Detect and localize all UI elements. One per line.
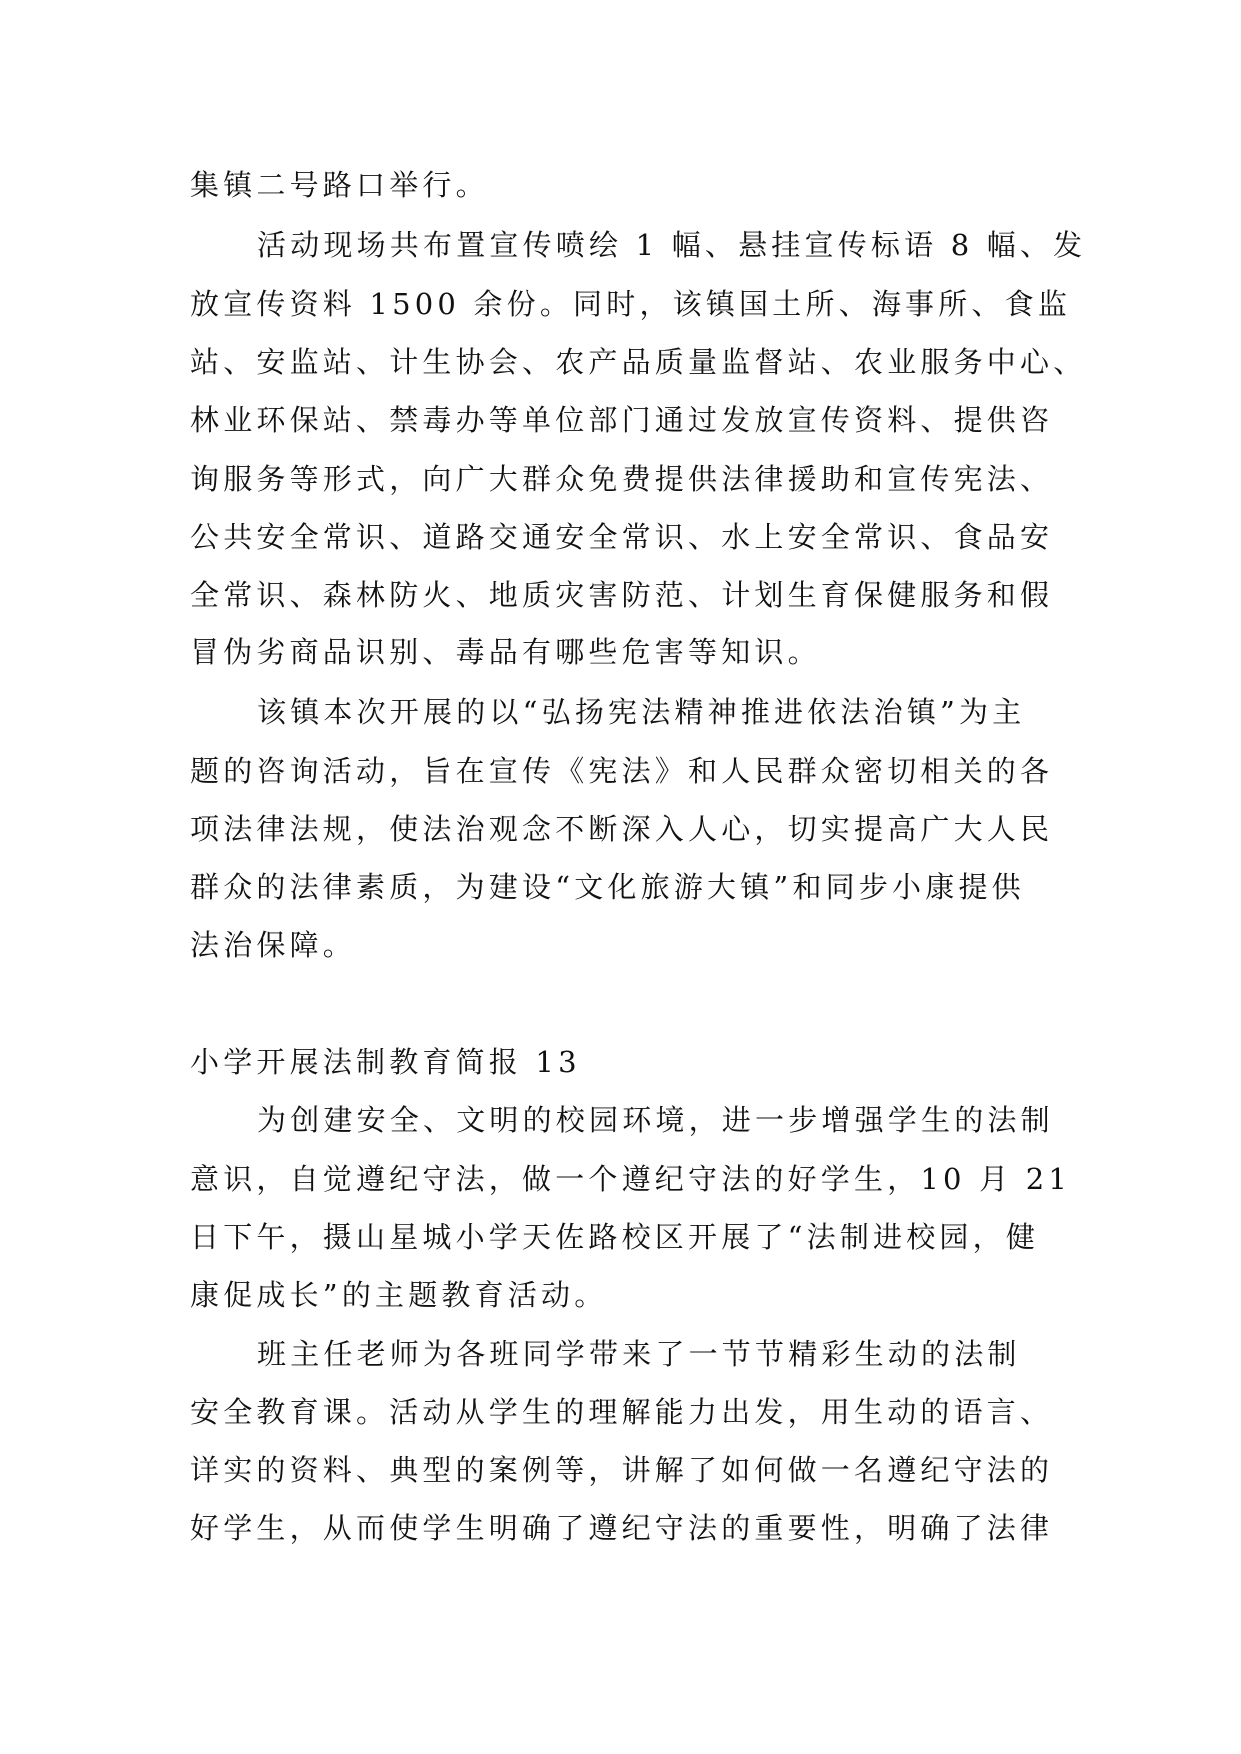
paragraph-2-line-7: 全常识、森林防火、地质灾害防范、计划生育保健服务和假	[190, 578, 1054, 612]
paragraph-5-line-2: 安全教育课。活动从学生的理解能力出发，用生动的语言、	[190, 1395, 1054, 1429]
paragraph-3-line-3: 项法律法规，使法治观念不断深入人心，切实提高广大人民	[190, 812, 1054, 846]
paragraph-4-line-4: 康促成长”的主题教育活动。	[190, 1278, 608, 1312]
paragraph-4-line-1: 为创建安全、文明的校园环境，进一步增强学生的法制	[257, 1103, 1054, 1137]
paragraph-4-line-3: 日下午，摄山星城小学天佐路校区开展了“法制进校园，健	[190, 1220, 1040, 1254]
paragraph-2-line-6: 公共安全常识、道路交通安全常识、水上安全常识、食品安	[190, 520, 1054, 554]
paragraph-4-line-2: 意识，自觉遵纪守法，做一个遵纪守法的好学生，10 月 21	[190, 1162, 1072, 1196]
paragraph-5-line-4: 好学生，从而使学生明确了遵纪守法的重要性，明确了法律	[190, 1511, 1054, 1545]
paragraph-3-line-2: 题的咨询活动，旨在宣传《宪法》和人民群众密切相关的各	[190, 754, 1054, 788]
paragraph-2-line-5: 询服务等形式，向广大群众免费提供法律援助和宣传宪法、	[190, 462, 1054, 496]
paragraph-5-line-3: 详实的资料、典型的案例等，讲解了如何做一名遵纪守法的	[190, 1453, 1054, 1487]
paragraph-5-line-1: 班主任老师为各班同学带来了一节节精彩生动的法制	[257, 1337, 1021, 1371]
section-heading: 小学开展法制教育简报 13	[190, 1045, 581, 1079]
paragraph-3-line-1: 该镇本次开展的以“弘扬宪法精神推进依法治镇”为主	[257, 695, 1026, 729]
paragraph-1-line-1: 集镇二号路口举行。	[190, 168, 489, 202]
paragraph-2-line-1: 活动现场共布置宣传喷绘 1 幅、悬挂宣传标语 8 幅、发	[257, 228, 1087, 262]
paragraph-2-line-2: 放宣传资料 1500 余份。同时，该镇国土所、海事所、食监	[190, 287, 1072, 321]
paragraph-3-line-5: 法治保障。	[190, 928, 357, 962]
paragraph-2-line-3: 站、安监站、计生协会、农产品质量监督站、农业服务中心、	[190, 345, 1087, 379]
paragraph-2-line-4: 林业环保站、禁毒办等单位部门通过发放宣传资料、提供咨	[190, 403, 1054, 437]
paragraph-3-line-4: 群众的法律素质，为建设“文化旅游大镇”和同步小康提供	[190, 870, 1025, 904]
paragraph-2-line-8: 冒伪劣商品识别、毒品有哪些危害等知识。	[190, 635, 821, 669]
